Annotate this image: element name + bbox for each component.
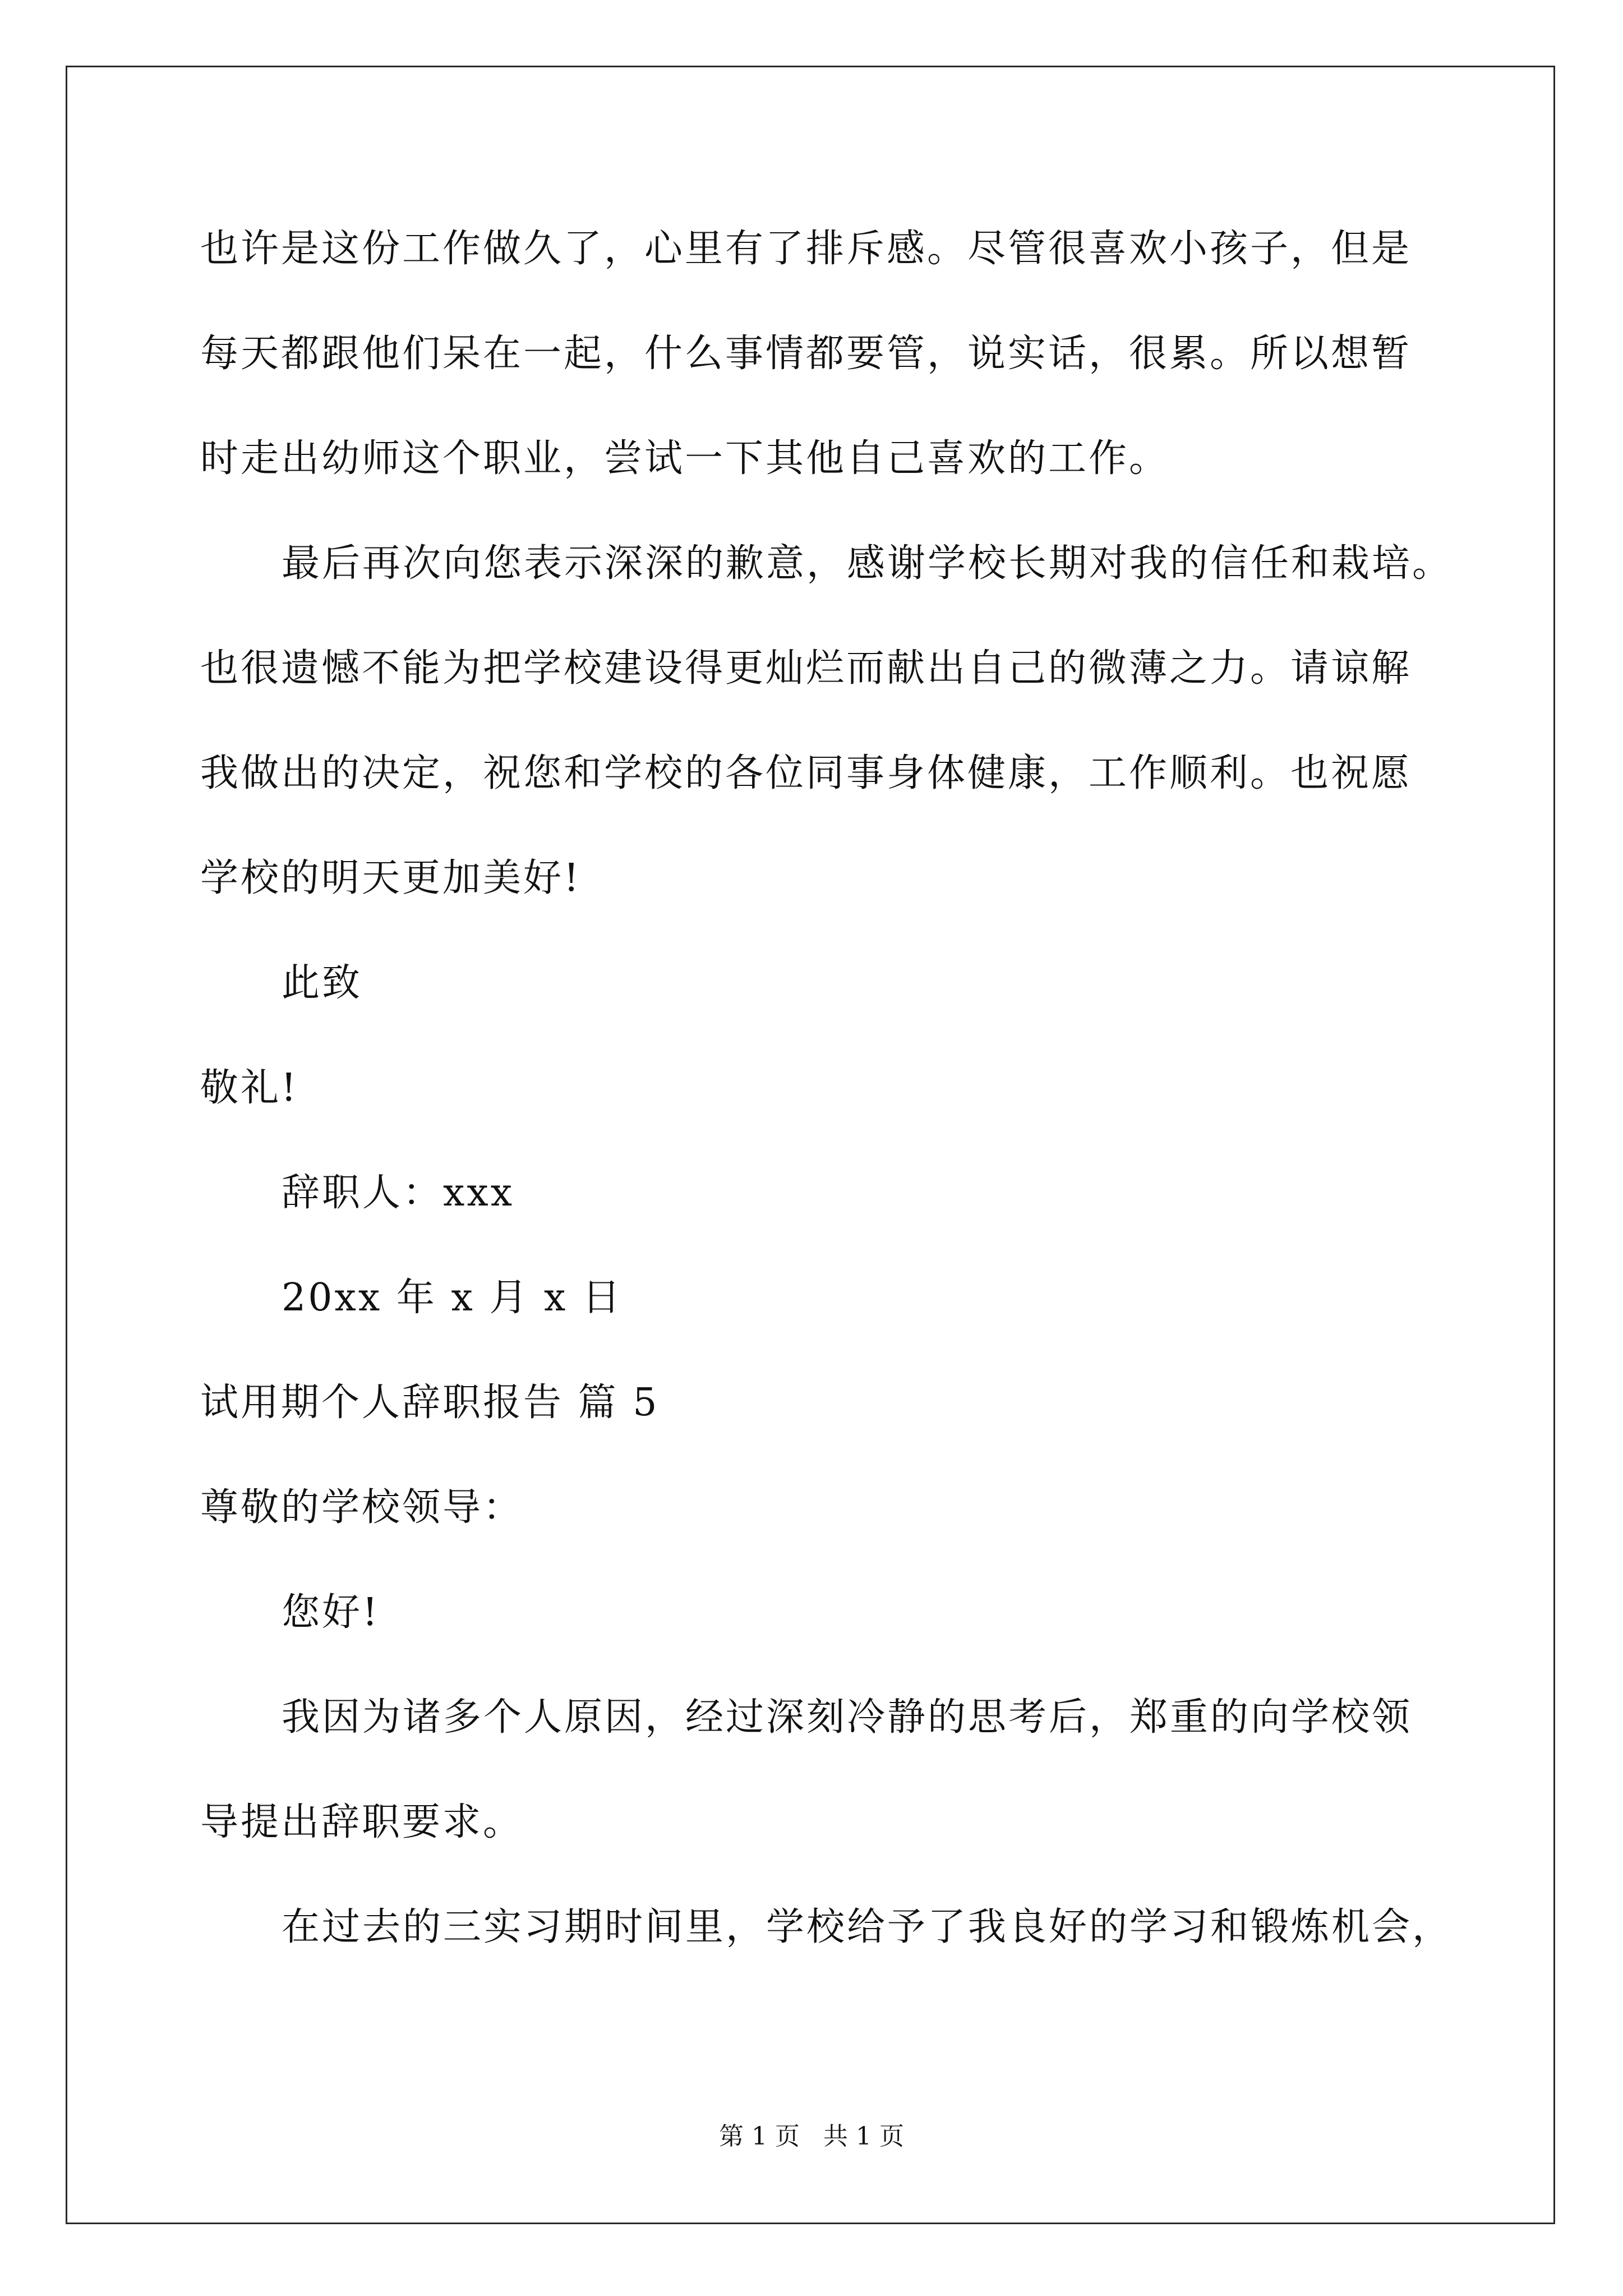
section-heading: 试用期个人辞职报告 篇 5: [200, 1381, 660, 1425]
closing-regards: 敬礼!: [200, 1066, 299, 1110]
body-line-5: 也很遗憾不能为把学校建设得更灿烂而献出自己的微薄之力。请谅解: [200, 646, 1412, 691]
body-line-3: 时走出幼师这个职业，尝试一下其他自己喜欢的工作。: [200, 436, 1170, 481]
signature-date: 20xx 年 x 月 x 日: [282, 1276, 623, 1320]
letter-recipient: 尊敬的学校领导：: [200, 1485, 524, 1530]
signature-name: 辞职人：xxx: [282, 1171, 515, 1215]
closing-salutation: 此致: [282, 961, 363, 1005]
page-frame: [66, 66, 1555, 2224]
page-footer: 第 1 页 共 1 页: [719, 2122, 904, 2151]
body-line-17: 在过去的三实习期时间里，学校给予了我良好的学习和锻炼机会，: [282, 1905, 1453, 1949]
letter-greeting: 您好!: [282, 1590, 380, 1635]
body-line-16: 导提出辞职要求。: [200, 1800, 524, 1844]
body-line-2: 每天都跟他们呆在一起，什么事情都要管，说实话，很累。所以想暂: [200, 332, 1412, 376]
body-line-7: 学校的明天更加美好!: [200, 856, 582, 900]
body-line-1: 也许是这份工作做久了，心里有了排斥感。尽管很喜欢小孩子，但是: [200, 227, 1412, 271]
body-line-4: 最后再次向您表示深深的歉意，感谢学校长期对我的信任和栽培。: [282, 541, 1453, 586]
body-line-15: 我因为诸多个人原因，经过深刻冷静的思考后，郑重的向学校领: [282, 1695, 1413, 1740]
body-line-6: 我做出的决定，祝您和学校的各位同事身体健康，工作顺利。也祝愿: [200, 751, 1412, 795]
